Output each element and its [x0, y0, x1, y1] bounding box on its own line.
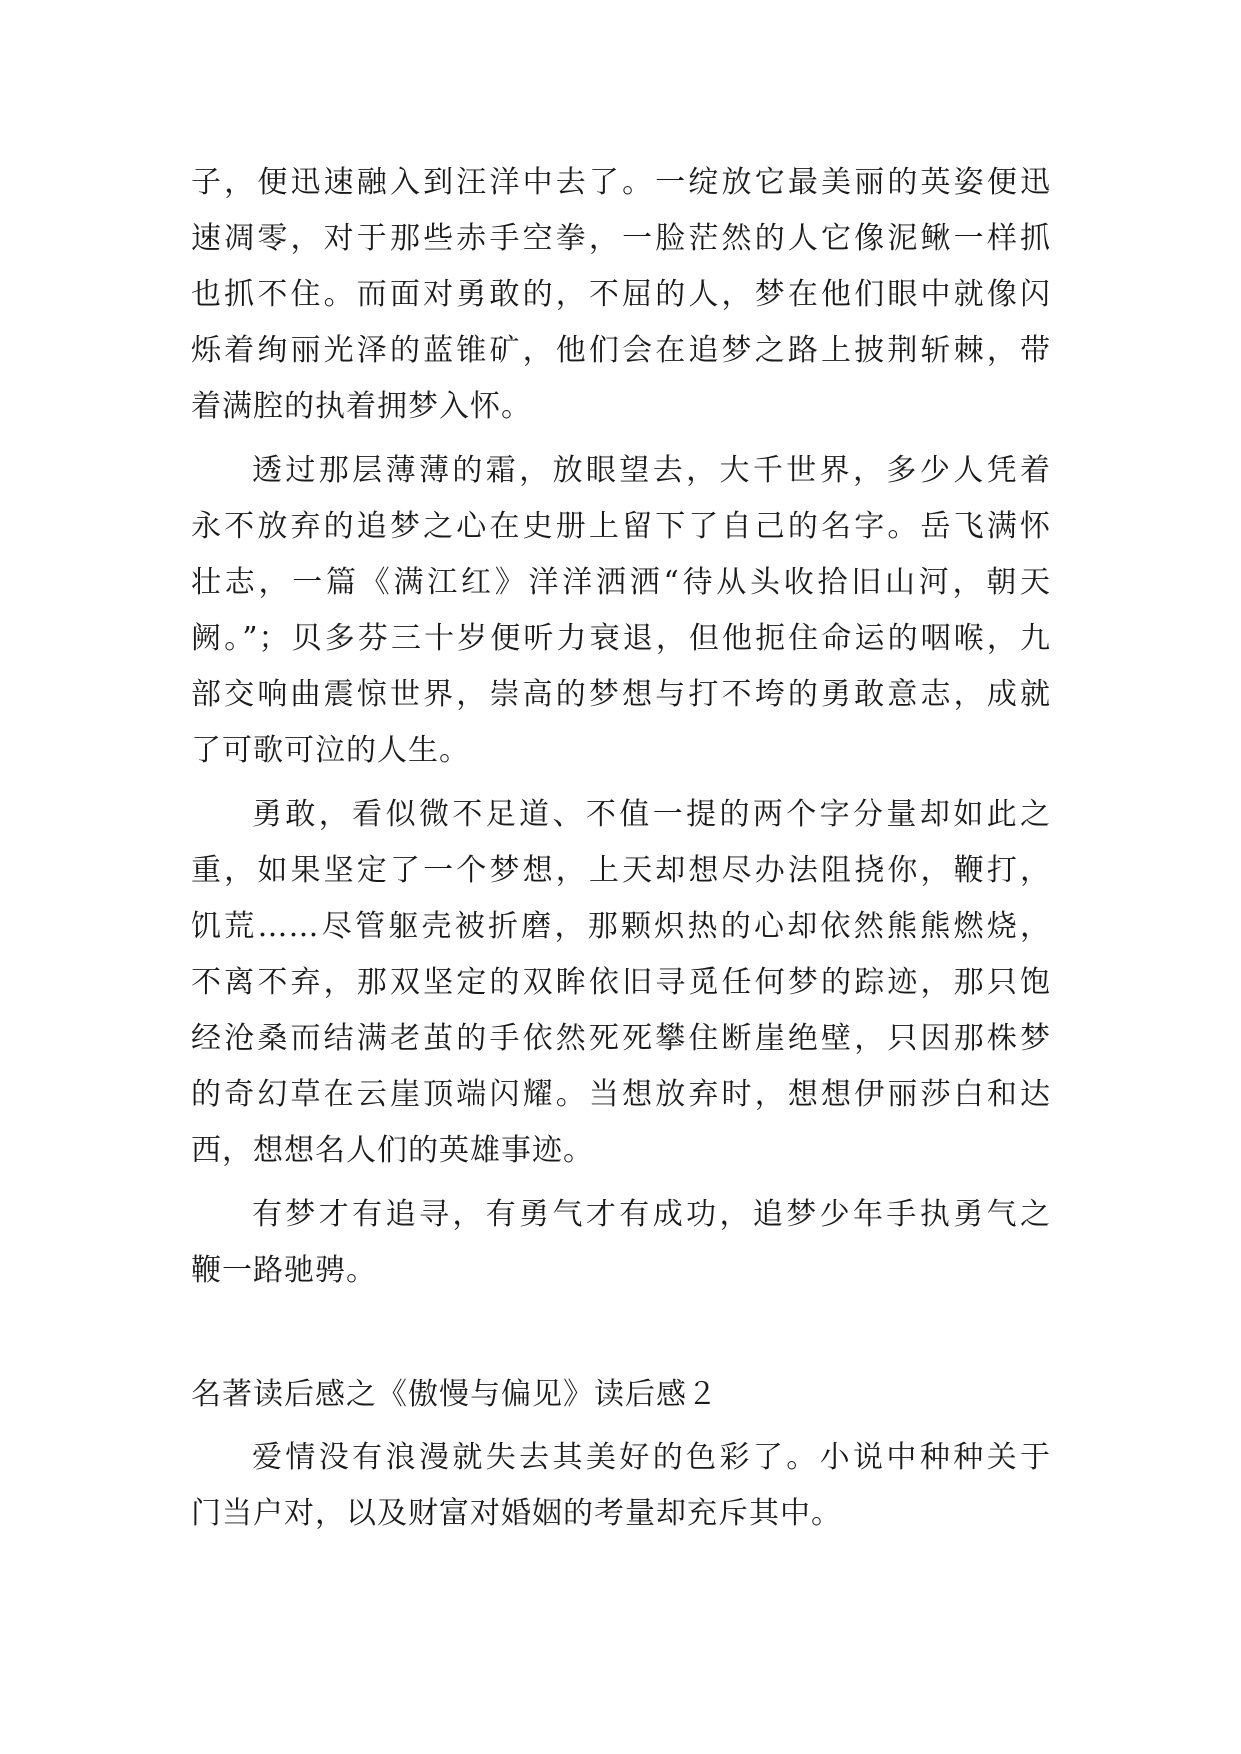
- final-paragraph-line-1: 爱情没有浪漫就失去其美好的色彩了。小说中种种关于: [252, 1440, 1051, 1475]
- final-paragraph-line-2: 门当户对，以及财富对婚姻的考量却充斥其中。: [191, 1496, 842, 1531]
- paragraph-1-line-5: 着满腔的执着拥梦入怀。: [191, 389, 532, 424]
- section-heading: 名著读后感之《傲慢与偏见》读后感２: [191, 1377, 718, 1412]
- paragraph-1-line-1: 子，便迅速融入到汪洋中去了。一绽放它最美丽的英姿便迅: [191, 165, 1051, 200]
- paragraph-1-line-4: 烁着绚丽光泽的蓝锥矿，他们会在追梦之路上披荆斩棘，带: [191, 333, 1051, 368]
- paragraph-2-line-5: 部交响曲震惊世界，崇高的梦想与打不垮的勇敢意志，成就: [191, 677, 1051, 712]
- paragraph-2-line-2: 永不放弃的追梦之心在史册上留下了自己的名字。岳飞满怀: [191, 509, 1051, 544]
- paragraph-2-line-4: 阙。”；贝多芬三十岁便听力衰退，但他扼住命运的咽喉，九: [191, 621, 1051, 656]
- paragraph-4-line-2: 鞭一路驰骋。: [191, 1253, 377, 1288]
- paragraph-2-line-1: 透过那层薄薄的霜，放眼望去，大千世界，多少人凭着: [252, 453, 1051, 488]
- paragraph-1-line-3: 也抓不住。而面对勇敢的，不屈的人，梦在他们眼中就像闪: [191, 277, 1051, 312]
- paragraph-3-line-5: 经沧桑而结满老茧的手依然死死攀住断崖绝壁，只因那株梦: [191, 1021, 1051, 1056]
- paragraph-2-line-3: 壮志，一篇《满江红》洋洋洒洒“待从头收拾旧山河，朝天: [191, 565, 1051, 600]
- paragraph-3-line-1: 勇敢，看似微不足道、不值一提的两个字分量却如此之: [252, 797, 1051, 832]
- paragraph-3-line-6: 的奇幻草在云崖顶端闪耀。当想放弃时，想想伊丽莎白和达: [191, 1077, 1051, 1112]
- paragraph-4-line-1: 有梦才有追寻，有勇气才有成功，追梦少年手执勇气之: [252, 1197, 1051, 1232]
- paragraph-1-line-2: 速凋零，对于那些赤手空拳，一脸茫然的人它像泥鳅一样抓: [191, 221, 1051, 256]
- paragraph-2-line-6: 了可歌可泣的人生。: [191, 733, 470, 768]
- paragraph-3-line-2: 重，如果坚定了一个梦想，上天却想尽办法阻挠你，鞭打，: [191, 853, 1051, 888]
- paragraph-3-line-3: 饥荒……尽管躯壳被折磨，那颗炽热的心却依然熊熊燃烧，: [191, 909, 1051, 944]
- paragraph-3-line-4: 不离不弃，那双坚定的双眸依旧寻觅任何梦的踪迹，那只饱: [191, 965, 1051, 1000]
- paragraph-3-line-7: 西，想想名人们的英雄事迹。: [191, 1133, 594, 1168]
